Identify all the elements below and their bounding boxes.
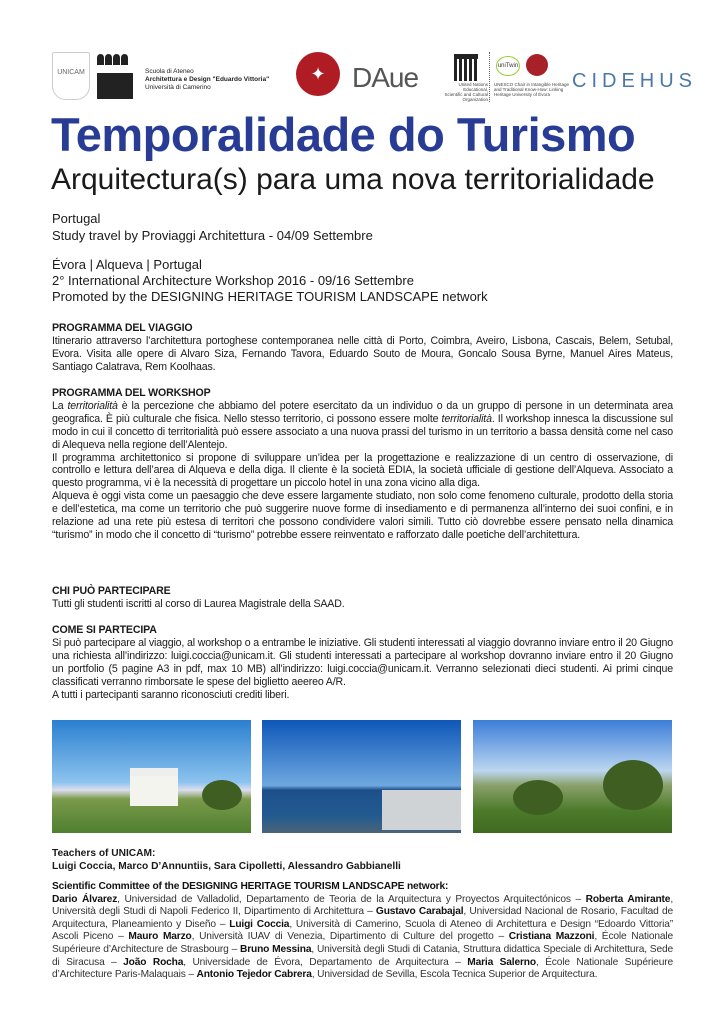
workshop-promoted: Promoted by the DESIGNING HERITAGE TOURISM LANDSCAPE network (52, 289, 488, 304)
committee-members: Dario Álvarez, Universidad de Valladolid, Departamento de Teoria de la Arquitectura y Proyectos Arquitectónicos – Roberta Amirante, Università degli Studi di Napoli Federico II, Dipartimento di Architettura – Gustavo Carabajal, Universidad Nacional de Rosario, Facultad de Arquitectura, Planeamiento y Diseño – Luigi Coccia, Università di Camerino, Scuola di Ateneo di Architettura e Design “Edoardo Vittoria” Ascoli Piceno – Mauro Marzo, Università IUAV di Venezia, Dipartimento di Culture del progetto – Cristiana Mazzoni, École Nationale Supérieure d’Architecture de Strasbourg – Bruno Messina, Università degli Studi di Catania, Struttura didattica Speciale di Architettura, Sede di Siracusa – João Rocha, Universidade de Évora, Departamento de Arquitectura – Maria Salerno, École Nationale Supérieure d’Architecture Paris-Malaquais – Antonio Tejedor Cabrera, Universidad de Sevilla, Escola Tecnica Superior de Arquitectura. (52, 893, 674, 981)
section-chi (52, 585, 673, 611)
section-heading: PROGRAMMA DEL VIAGGIO (52, 322, 193, 334)
cidehus-logo: CIDEHUS (572, 70, 698, 92)
section-viaggio (52, 322, 673, 374)
saad-name: Architettura e Design "Eduardo Vittoria" (145, 76, 270, 83)
saad-university: Università di Camerino (145, 84, 211, 91)
trip-line: Study travel by Proviaggi Architettura - 04/09 Settembre (52, 228, 373, 243)
unesco-chair-text: UNESCO Chair in Intangible Heritage and Traditional Know-How: Linking Heritage University of Évora (494, 82, 570, 97)
committee-label: Scientific Committee of the DESIGNING HERITAGE TOURISM LANDSCAPE network: (52, 881, 449, 892)
section-heading: CHI PUÒ PARTECIPARE (52, 585, 171, 597)
unicam-label: UNICAM (57, 69, 85, 76)
section-text: Si può partecipare al viaggio, al workshop o a entrambe le iniziative. Gli studenti interessati al viaggio dovranno inviare entro il 20 Giugno una richiesta all’indirizzo: luigi.coccia@unicam.it. Gli studenti interessati a partecipare al workshop dovranno inviare entro il 20 Giugno un portfolio (5 pagine A3 in pdf, max 10 MB) all’indirizzo: luigi.coccia@unicam.it. Verranno selezionati dieci studenti. Ai primi cinque classificati verranno rimborsate le spese del biglietto aeereo A/R. (52, 636, 673, 688)
trip-info (52, 210, 373, 244)
photo-olive-trees (473, 720, 672, 833)
workshop-info (52, 257, 488, 305)
section-text: La territorialità è la percezione che abbiamo del potere esercitato da un individuo o da un gruppo di persone in un determinata area geografica. È più culturale che fisica. Nello stesso territorio, ci possono essere molte territorialità. Il workshop innesca la discussione sul modo in cui il concetto di territorialità può essere associato a una nuova prassi del turismo in un territorio a bassa densità come nel caso di Alequeva nella regione dell’Alentejo. (52, 399, 673, 451)
section-text: Il programma architettonico si propone di sviluppare un’idea per la progettazione e realizzazione di un centro di osservazione, di controllo e lettura dell’area di Alqueva e della diga. Il cliente è la società EDIA, la società ufficiale di gestione dell’Alqueva. Associato a questo programma, vi è la necessità di progettare un piccolo hotel in una zona vicino alla diga. (52, 451, 673, 490)
page-title: Temporalidade do Turismo (51, 108, 636, 161)
daue-logo: DAue (352, 62, 419, 93)
section-heading: PROGRAMMA DEL WORKSHOP (52, 387, 211, 399)
section-text: Itinerario attraverso l’architettura portoghese contemporanea nelle città di Porto, Coimbra, Aveiro, Lisbona, Cascais, Belem, Setubal, Evora. Visita alle opere di Alvaro Siza, Fernando Tavora, Eduardo Souto de Moura, Goncalo Sousa Byrne, Manuel Aires Mateus, Santiago Calatrava, Rem Koolhaas. (52, 334, 673, 373)
unesco-org-text: United Nations Educational, Scientific and Cultural Organization (444, 82, 488, 102)
section-heading: COME SI PARTECIPA (52, 624, 157, 636)
page-subtitle: Arquitectura(s) para uma nova territorialidade (51, 163, 655, 196)
evora-small-seal-icon (526, 54, 548, 76)
unesco-logo (444, 52, 574, 102)
saad-school: Scuola di Ateneo (145, 68, 194, 75)
logo-bar (52, 48, 698, 104)
unesco-temple-icon (454, 54, 478, 81)
section-text: A tutti i partecipanti saranno riconosciuti crediti liberi. (52, 688, 290, 701)
photo-chapel (52, 720, 251, 833)
section-come (52, 624, 673, 701)
workshop-place: Évora | Alqueva | Portugal (52, 257, 202, 272)
trip-place: Portugal (52, 211, 101, 226)
workshop-line: 2° International Architecture Workshop 2016 - 09/16 Settembre (52, 273, 414, 288)
evora-seal-logo: ✦ (296, 52, 340, 96)
unicam-logo (52, 52, 90, 100)
photo-alqueva-dam (262, 720, 461, 833)
committee (52, 881, 673, 982)
teachers (52, 848, 401, 873)
unitwin-logo: uniTwin (496, 56, 520, 76)
section-workshop (52, 387, 673, 542)
teachers-label: Teachers of UNICAM: (52, 848, 156, 859)
section-text: Alqueva è oggi vista come un paesaggio che deve essere largamente studiato, non solo come fenomeno culturale, prodotto della storia e dell’estetica, ma come un territorio che può suggerire nuove forme di insediamento e di permanenza all’interno dei suoi confini, e in relazione ad una rete più estesa di territori che possono condividere valori simili. Tutto ciò dovrebbe essere pensato nella dinamica “turismo” in modo che il concetto di “turismo” potrebbe essere reinventato e rafforzato dalle poetiche dell’architettura. (52, 490, 673, 541)
saad-text (145, 68, 269, 92)
saad-logo (97, 52, 135, 100)
section-text: Tutti gli studenti iscritti al corso di Laurea Magistrale della SAAD. (52, 597, 345, 610)
teachers-names: Luigi Coccia, Marco D’Annuntiis, Sara Cipolletti, Alessandro Gabbianelli (52, 860, 401, 872)
